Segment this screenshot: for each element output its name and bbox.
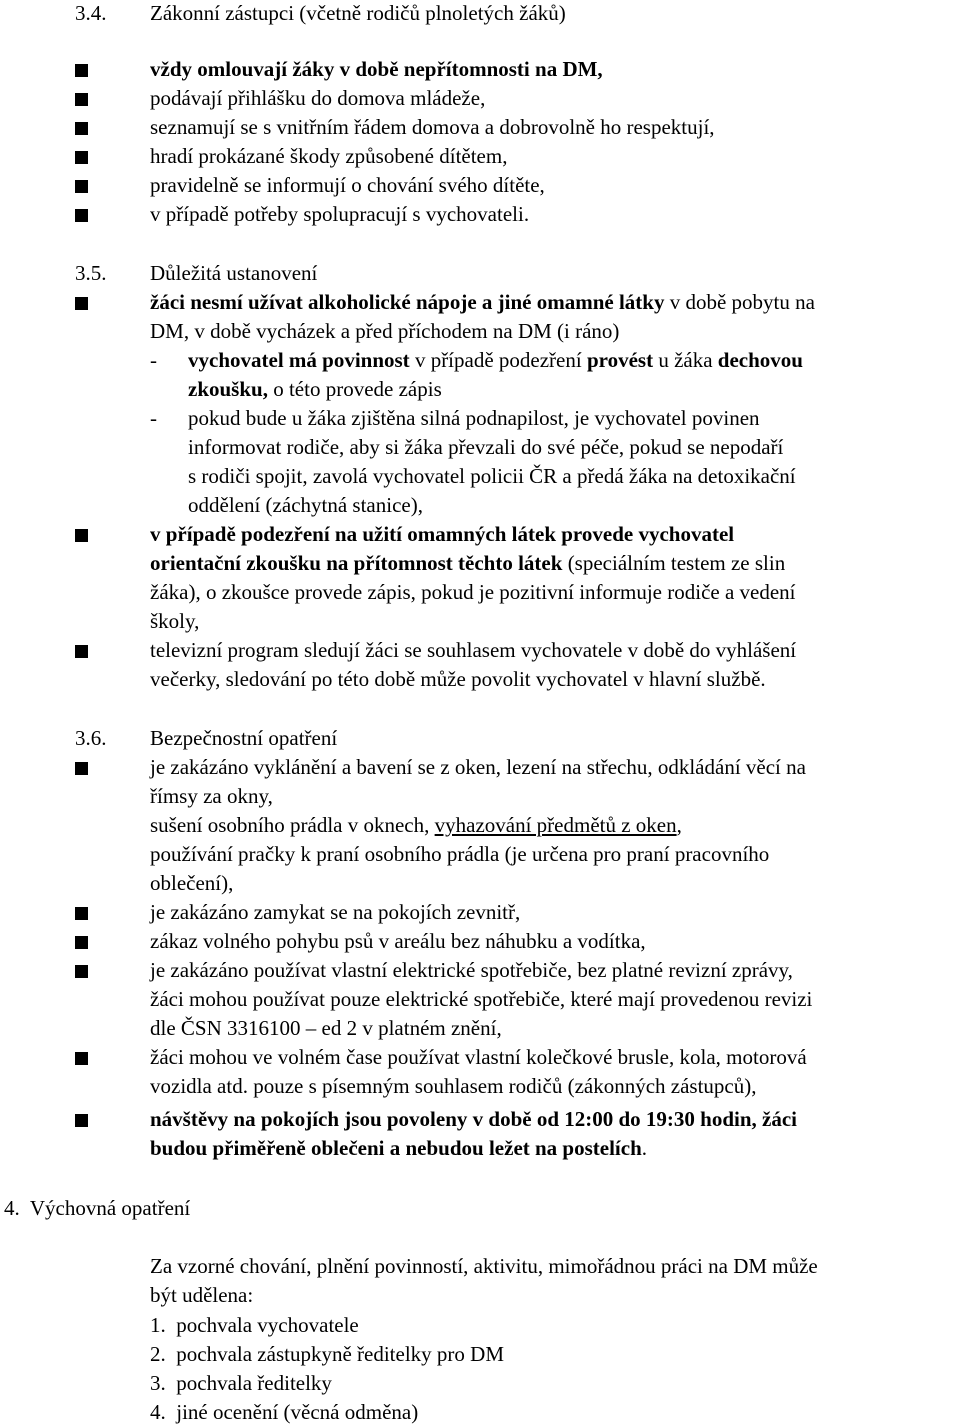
- list-item: v případě potřeby spolupracují s vychovateli.: [150, 202, 530, 226]
- list-item-continuation: školy,: [150, 609, 200, 633]
- paragraph: Za vzorné chování, plnění povinností, aktivitu, mimořádnou práci na DM může: [150, 1254, 818, 1278]
- list-item-continuation: vozidla atd. pouze s písemným souhlasem rodičů (zákonných zástupců),: [150, 1074, 757, 1098]
- sub-item: [188, 348, 803, 373]
- bullet-icon: [75, 907, 88, 920]
- list-item: v případě podezření na užití omamných látek provede vychovatel: [150, 522, 735, 546]
- bullet-icon: [75, 645, 88, 658]
- list-item: vždy omlouvají žáky v době nepřítomnosti na DM,: [150, 57, 603, 81]
- text: (speciálním testem ze slin: [562, 551, 786, 575]
- bullet-icon: [75, 1052, 88, 1065]
- section-number: 3.6.: [75, 726, 107, 750]
- bullet-icon: [75, 936, 88, 949]
- list-item-continuation: žáka), o zkoušce provede zápis, pokud je pozitivní informuje rodiče a vedení: [150, 580, 796, 604]
- list-item-continuation: oblečení),: [150, 871, 234, 895]
- section-title: Zákonní zástupci (včetně rodičů plnoletých žáků): [150, 1, 566, 25]
- text: u žáka: [653, 348, 718, 372]
- bold-text: žáci nesmí užívat alkoholické nápoje a jiné omamné látky: [150, 290, 665, 314]
- list-item-continuation: [150, 813, 682, 838]
- bullet-icon: [75, 297, 88, 310]
- bold-text: vychovatel má povinnost: [188, 348, 410, 372]
- bullet-icon: [75, 762, 88, 775]
- bold-text: zkoušku,: [188, 377, 268, 401]
- list-item-continuation: DM, v době vycházek a před příchodem na DM (i ráno): [150, 319, 620, 343]
- list-item-continuation: [150, 1136, 647, 1161]
- list-item: návštěvy na pokojích jsou povoleny v době od 12:00 do 19:30 hodin, žáci: [150, 1107, 798, 1131]
- bullet-icon: [75, 1114, 88, 1127]
- paragraph-continuation: být udělena:: [150, 1283, 254, 1307]
- list-item: žáci mohou ve volném čase používat vlastní kolečkové brusle, kola, motorová: [150, 1045, 807, 1069]
- numbered-item: 4. jiné ocenění (věcná odměna): [150, 1400, 419, 1424]
- text: .: [641, 1136, 648, 1160]
- list-item: seznamují se s vnitřním řádem domova a dobrovolně ho respektují,: [150, 115, 715, 139]
- text: v případě podezření: [409, 348, 587, 372]
- list-item: je zakázáno používat vlastní elektrické spotřebiče, bez platné revizní zprávy,: [150, 958, 793, 982]
- list-item: je zakázáno zamykat se na pokojích zevnitř,: [150, 900, 521, 924]
- list-item: je zakázáno vyklánění a bavení se z oken, lezení na střechu, odkládání věcí na: [150, 755, 806, 779]
- bullet-icon: [75, 209, 88, 222]
- list-item: zákaz volného pohybu psů v areálu bez náhubku a vodítka,: [150, 929, 646, 953]
- bullet-icon: [75, 64, 88, 77]
- list-item-continuation: římsy za okny,: [150, 784, 273, 808]
- bullet-icon: [75, 151, 88, 164]
- sub-item-continuation: [188, 377, 442, 402]
- underlined-text: vyhazování předmětů z oken: [434, 813, 677, 837]
- list-item: televizní program sledují žáci se souhlasem vychovatele v době do vyhlášení: [150, 638, 797, 662]
- list-item: podávají přihlášku do domova mládeže,: [150, 86, 486, 110]
- bullet-icon: [75, 529, 88, 542]
- sub-item: pokud bude u žáka zjištěna silná podnapilost, je vychovatel povinen: [188, 406, 760, 430]
- bullet-icon: [75, 93, 88, 106]
- list-item-continuation: používání pračky k praní osobního prádla (je určena pro praní pracovního: [150, 842, 770, 866]
- list-item-continuation: večerky, sledování po této době může povolit vychovatel v hlavní službě.: [150, 667, 766, 691]
- chapter-heading: 4. Výchovná opatření: [4, 1196, 191, 1220]
- sub-item-continuation: oddělení (záchytná stanice),: [188, 493, 423, 517]
- list-item-continuation: dle ČSN 3316100 – ed 2 v platném znění,: [150, 1016, 502, 1040]
- list-item: pravidelně se informují o chování svého dítěte,: [150, 173, 545, 197]
- text: o této provede zápis: [267, 377, 442, 401]
- bullet-icon: [75, 965, 88, 978]
- dash-marker: -: [150, 406, 157, 430]
- list-item: [150, 290, 815, 315]
- bold-text: orientační zkoušku na přítomnost těchto látek: [150, 551, 563, 575]
- section-title: Důležitá ustanovení: [150, 261, 318, 285]
- list-item: hradí prokázané škody způsobené dítětem,: [150, 144, 508, 168]
- sub-item-continuation: informovat rodiče, aby si žáka převzali do své péče, pokud se nepodaří: [188, 435, 784, 459]
- section-number: 3.4.: [75, 1, 107, 25]
- list-item-continuation: [150, 551, 785, 576]
- section-title: Bezpečnostní opatření: [150, 726, 338, 750]
- numbered-item: 2. pochvala zástupkyně ředitelky pro DM: [150, 1342, 504, 1366]
- list-item-continuation: žáci mohou používat pouze elektrické spotřebiče, které mají provedenou revizi: [150, 987, 813, 1011]
- text: sušení osobního prádla v oknech,: [150, 813, 435, 837]
- dash-marker: -: [150, 348, 157, 372]
- bold-text: budou přiměřeně oblečeni a nebudou ležet na postelích: [150, 1136, 642, 1160]
- sub-item-continuation: s rodiči spojit, zavolá vychovatel policii ČR a předá žáka na detoxikační: [188, 464, 796, 488]
- section-number: 3.5.: [75, 261, 107, 285]
- text: ,: [676, 813, 682, 837]
- bullet-icon: [75, 180, 88, 193]
- bullet-icon: [75, 122, 88, 135]
- text: v době pobytu na: [664, 290, 815, 314]
- numbered-item: 1. pochvala vychovatele: [150, 1313, 359, 1337]
- numbered-item: 3. pochvala ředitelky: [150, 1371, 332, 1395]
- bold-text: dechovou: [717, 348, 803, 372]
- bold-text: provést: [586, 348, 654, 372]
